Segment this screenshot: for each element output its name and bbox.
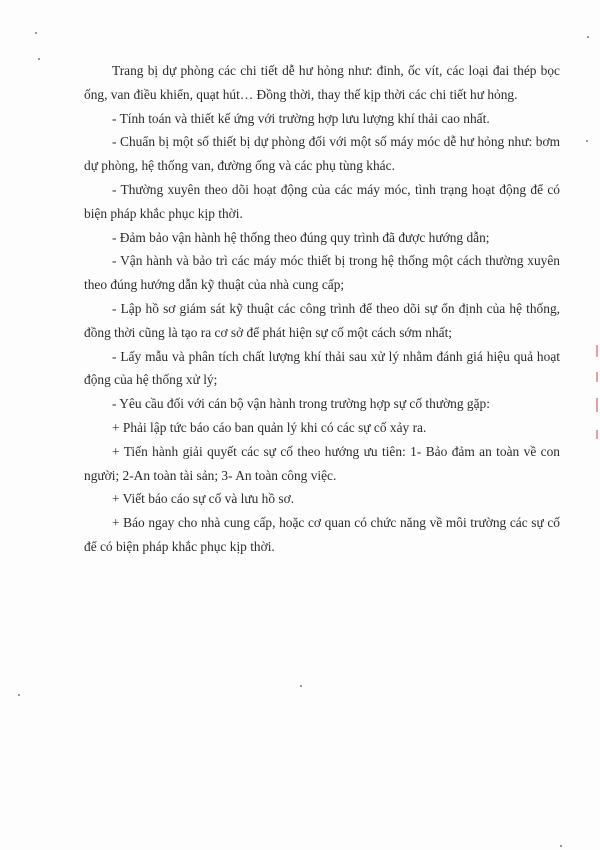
paragraph-maintenance: - Vận hành và bảo trì các máy móc thiết bị trong hệ thống một cách thường xuyên theo đúng hướng dẫn kỹ thuật của nhà cung cấp;: [84, 253, 560, 293]
paragraph-priority-handling: + Tiến hành giải quyết các sự cố theo hướng ưu tiên: 1- Bảo đảm an toàn về con người; 2-An toàn tài sản; 3- An toàn công việc.: [84, 443, 560, 483]
scan-edge-mark: [596, 430, 598, 439]
paragraph-sampling: - Lấy mẫu và phân tích chất lượng khí thải sau xử lý nhằm đánh giá hiệu quả hoạt động của hệ thống xử lý;: [84, 348, 560, 388]
scan-speck: [587, 36, 589, 38]
scan-speck: [300, 685, 302, 687]
scan-speck: [560, 845, 562, 847]
paragraph-report-immediately: + Phải lập tức báo cáo ban quản lý khi có các sự cố xảy ra.: [112, 419, 427, 435]
scan-edge-mark: [596, 345, 598, 357]
scan-edge-mark: [596, 372, 598, 382]
paragraph-spare-parts: Trang bị dự phòng các chi tiết dễ hư hỏng như: đinh, ốc vít, các loại đai thép bọc ống, van điều khiển, quạt hút… Đồng thời, thay thế kịp thời các chi tiết hư hỏng.: [84, 63, 560, 102]
scan-speck: [38, 58, 40, 60]
paragraph-design-max-flow: - Tính toán và thiết kế ứng với trường hợp lưu lượng khí thải cao nhất.: [112, 110, 490, 126]
paragraph-notify-supplier: + Báo ngay cho nhà cung cấp, hoặc cơ quan có chức năng về môi trường các sự cố để có biện pháp khắc phục kịp thời.: [84, 515, 560, 554]
scan-speck: [18, 694, 20, 696]
scan-speck: [35, 32, 37, 34]
paragraph-monitoring: - Thường xuyên theo dõi hoạt động của các máy móc, tình trạng hoạt động để có biện pháp khắc phục kịp thời.: [84, 181, 560, 221]
scan-speck: [586, 140, 588, 142]
document-body: [84, 59, 560, 559]
paragraph-operator-requirements: - Yêu cầu đối với cán bộ vận hành trong trường hợp sự cố thường gặp:: [112, 396, 490, 412]
paragraph-technical-records: - Lập hồ sơ giám sát kỹ thuật các công trình để theo dõi sự ổn định của hệ thống, đồng thời cũng là tạo ra cơ sở để phát hiện sự cố một cách sớm nhất;: [84, 300, 560, 340]
paragraph-backup-equipment: - Chuẩn bị một số thiết bị dự phòng đối với một số máy móc dễ hư hỏng như: bơm dự phòng, hệ thống van, đường ống và các phụ tùng khác.: [84, 134, 560, 174]
paragraph-write-report: + Viết báo cáo sự cố và lưu hồ sơ.: [112, 491, 295, 507]
scan-edge-mark: [596, 398, 598, 412]
paragraph-operating-procedure: - Đảm bảo vận hành hệ thống theo đúng quy trình đã được hướng dẫn;: [112, 229, 490, 245]
